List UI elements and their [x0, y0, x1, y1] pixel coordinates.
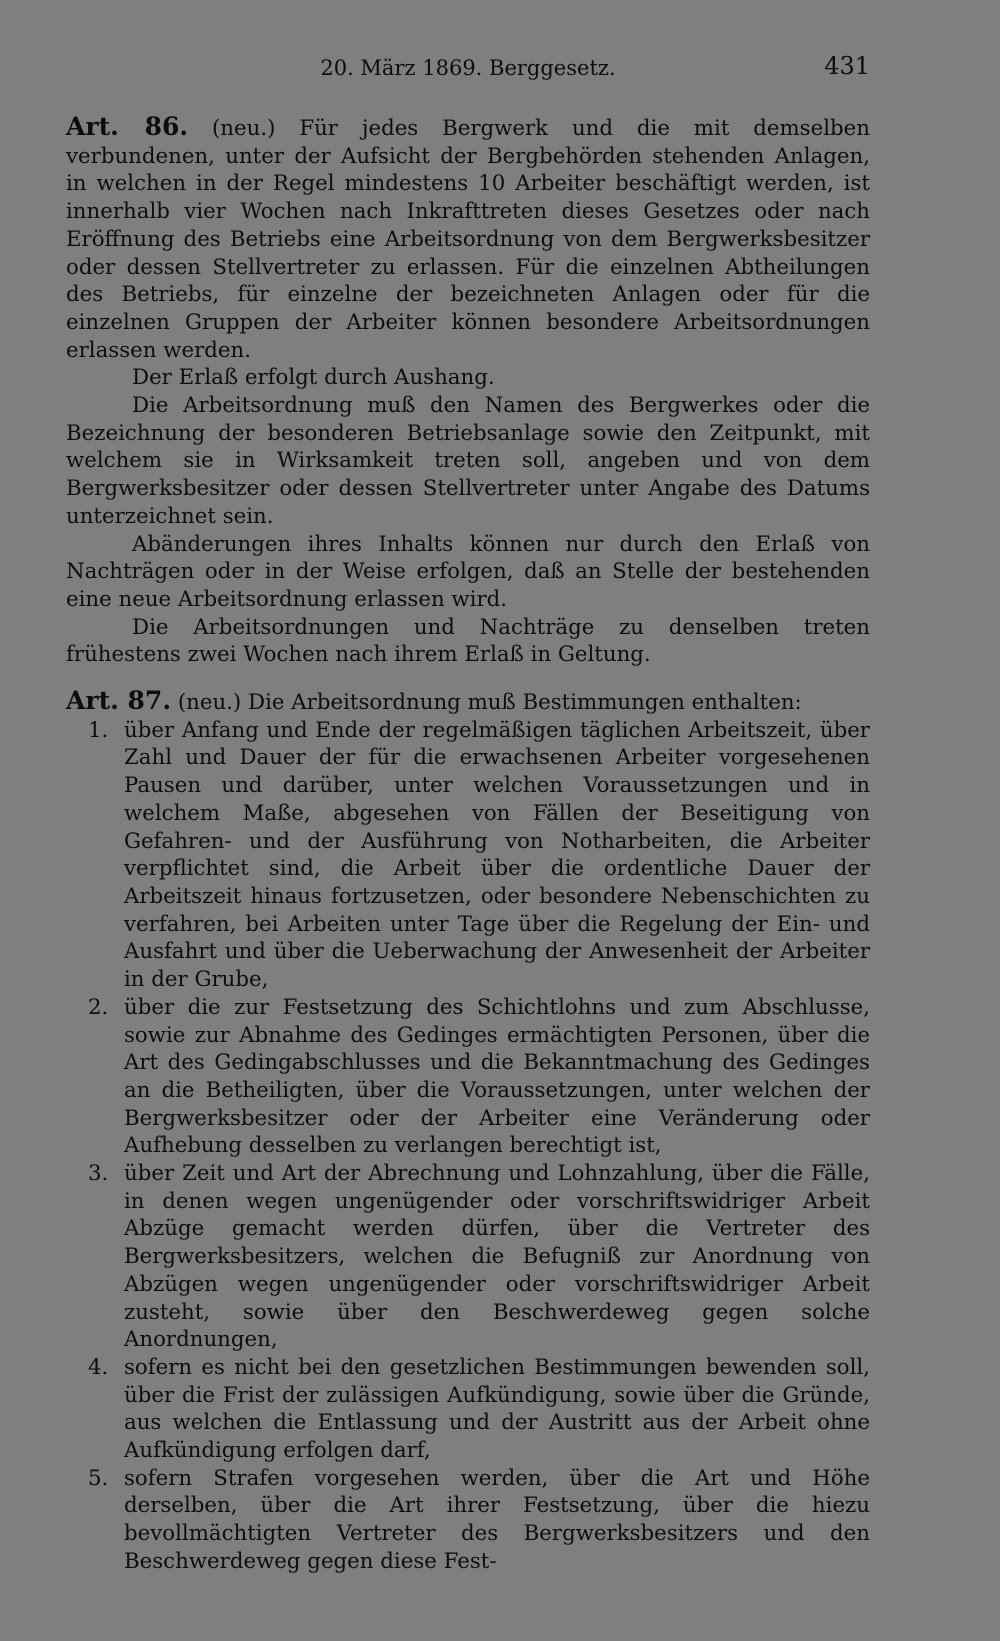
article-86-note: (neu.): [212, 116, 276, 141]
article-87-note: (neu.): [177, 690, 242, 716]
running-title: 20. März 1869. Berggesetz.: [320, 56, 616, 80]
article-87-intro: Die Arbeitsordnung muß Bestimmungen enthalten:: [248, 690, 802, 716]
article-86: [66, 113, 870, 669]
list-item-number: 4.: [88, 1354, 109, 1380]
article-87-intro-line: [66, 687, 870, 717]
article-87-label: Art. 87.: [66, 686, 172, 716]
article-86-para-1-text: Für jedes Bergwerk und die mit demselben verbundenen, unter der Aufsicht der Bergbehörden stehenden Anlagen, in welchen in der Regel mindestens 10 Arbeiter beschäftigt werden, ist innerhalb vier Wochen nach Inkrafttreten dieses Gesetzes oder nach Eröffnung des Betriebs eine Arbeitsordnung von dem Bergwerksbesitzer oder dessen Stellvertreter zu erlassen. Für die einzelnen Abtheilungen des Betriebs, für einzelne der bezeichneten Anlagen oder für die einzelnen Gruppen der Arbeiter können besondere Arbeitsordnungen erlassen werden.: [66, 116, 870, 363]
page-header: [66, 52, 870, 84]
article-86-para-5: Die Arbeitsordnungen und Nachträge zu denselben treten frühestens zwei Wochen nach ihrem Erlaß in Geltung.: [66, 614, 870, 668]
list-item-number: 1.: [88, 717, 109, 743]
list-item: [66, 1160, 870, 1354]
article-86-para-3: Die Arbeitsordnung muß den Namen des Bergwerkes oder die Bezeichnung der besonderen Betriebsanlage sowie den Zeitpunkt, mit welchem sie in Wirksamkeit treten soll, angeben und von dem Bergwerksbesitzer oder dessen Stellvertreter unter Angabe des Datums unterzeichnet sein.: [66, 393, 870, 529]
list-item: [66, 1354, 870, 1465]
page-number: 431: [824, 52, 870, 80]
list-item: [66, 1465, 870, 1576]
page-body: [66, 113, 870, 1576]
article-87-list: [66, 717, 870, 1576]
article-87: [66, 687, 870, 1576]
list-item-text: sofern es nicht bei den gesetzlichen Bestimmungen bewenden soll, über die Frist der zulässigen Aufkündigung, sowie über die Gründe, aus welchen die Entlassung und der Austritt aus der Arbeit ohne Aufkündigung erfolgen darf,: [124, 1354, 870, 1464]
list-item-text: sofern Strafen vorgesehen werden, über die Art und Höhe derselben, über die Art ihrer Festsetzung, über die hiezu bevollmächtigten Vertreter des Bergwerksbesitzers und den Beschwerdeweg gegen diese Fest-: [124, 1465, 870, 1574]
list-item: [66, 994, 870, 1160]
list-item: [66, 717, 870, 994]
list-item-text: über Zeit und Art der Abrechnung und Lohnzahlung, über die Fälle, in denen wegen ungenügender oder vorschriftswidriger Arbeit Abzüge gemacht werden dürfen, über die Vertreter des Bergwerksbesitzers, welchen die Befugniß zur Anordnung von Abzügen wegen ungenügender oder vorschriftswidriger Arbeit zusteht, sowie über den Beschwerdeweg gegen solche Anordnungen,: [124, 1161, 870, 1353]
list-item-text: über die zur Festsetzung des Schichtlohns und zum Abschlusse, sowie zur Abnahme des Gedinges ermächtigten Personen, über die Art des Gedingabschlusses und die Bekanntmachung des Gedinges an die Betheiligten, über die Voraussetzungen, unter welchen der Bergwerksbesitzer oder der Arbeiter eine Veränderung oder Aufhebung desselben zu verlangen berechtigt ist,: [124, 994, 870, 1159]
list-item-text: über Anfang und Ende der regelmäßigen täglichen Arbeitszeit, über Zahl und Dauer der für die erwachsenen Arbeiter vorgesehenen Pausen und darüber, unter welchen Voraussetzungen und in welchem Maße, abgesehen von Fällen der Beseitigung von Gefahren- und der Ausführung von Notharbeiten, die Arbeiter verpflichtet sind, die Arbeit über die ordentliche Dauer der Arbeitszeit hinaus fortzusetzen, oder besondere Nebenschichten zu verfahren, bei Arbeiten unter Tage über die Regelung der Ein- und Ausfahrt und über die Ueberwachung der Anwesenheit der Arbeiter in der Grube,: [124, 717, 870, 993]
list-item-number: 5.: [88, 1465, 109, 1491]
list-item-number: 2.: [88, 994, 109, 1020]
article-86-para-2: Der Erlaß erfolgt durch Aushang.: [132, 365, 495, 391]
article-86-para-1: [66, 113, 870, 364]
list-item-number: 3.: [88, 1161, 109, 1187]
article-86-para-4: Abänderungen ihres Inhalts können nur durch den Erlaß von Nachträgen oder in der Weise erfolgen, daß an Stelle der bestehenden eine neue Arbeitsordnung erlassen wird.: [66, 531, 870, 612]
article-86-label: Art. 86.: [66, 112, 189, 141]
